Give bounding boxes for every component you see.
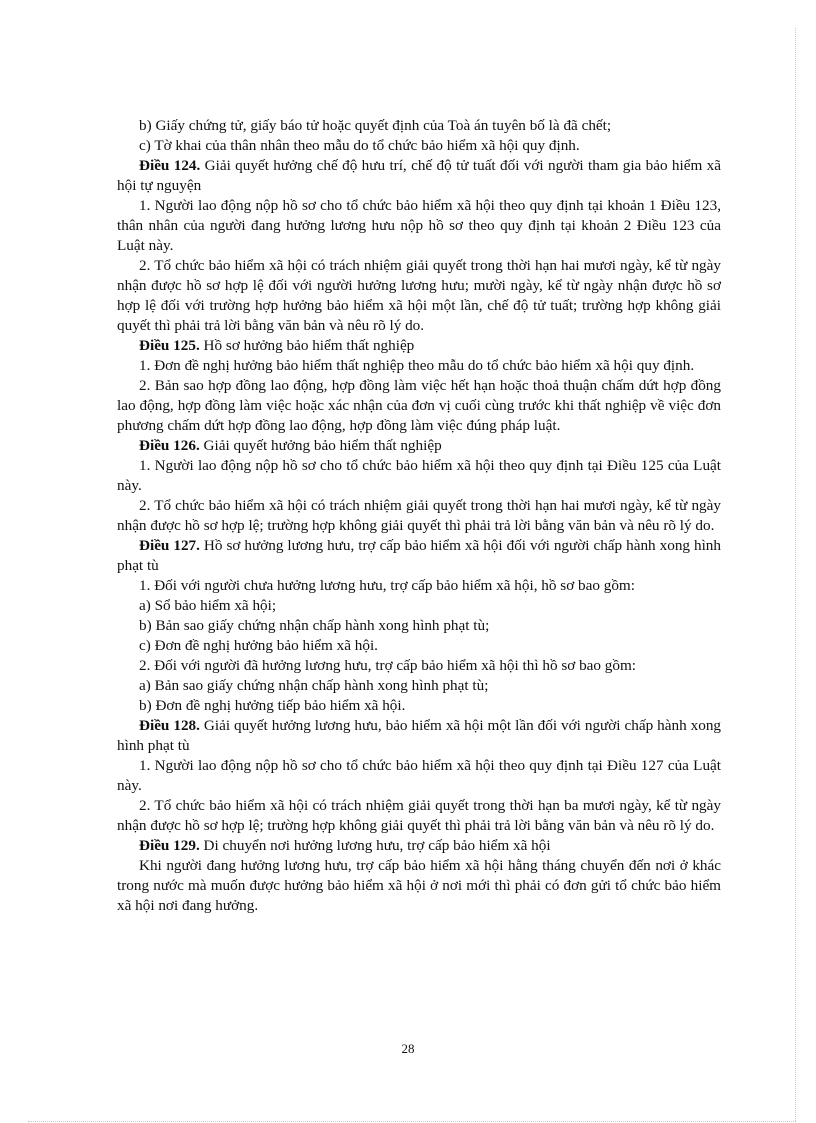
paragraph: 2. Tổ chức bảo hiểm xã hội có trách nhiệm giải quyết trong thời hạn hai mươi ngày, kể từ ngày nhận được hồ sơ hợp lệ; trường hợp không giải quyết thì phải trả lời bằng văn bản và nêu rõ lý do. — [117, 497, 721, 534]
paragraph: 2. Bản sao hợp đồng lao động, hợp đồng làm việc hết hạn hoặc thoả thuận chấm dứt hợp đồng lao động, hợp đồng làm việc hoặc xác nhận của đơn vị cuối cùng trước khi thất nghiệp về việc đơn phương chấm dứt hợp đồng lao động, hợp đồng làm việc đúng pháp luật. — [117, 377, 721, 434]
article-heading: Điều 127. Hồ sơ hưởng lương hưu, trợ cấp bảo hiểm xã hội đối với người chấp hành xong hình phạt tù — [117, 537, 721, 574]
paragraph: 2. Tổ chức bảo hiểm xã hội có trách nhiệm giải quyết trong thời hạn hai mươi ngày, kể từ ngày nhận được hồ sơ hợp lệ đối với người hưởng lương hưu; mười ngày, kể từ ngày nhận được hồ sơ hợp lệ đối với trường hợp hưởng bảo hiểm xã hội một lần, chế độ tử tuất; trường hợp không giải quyết thì phải trả lời bằng văn bản và nêu rõ lý do. — [117, 257, 721, 334]
paragraph: a) Bản sao giấy chứng nhận chấp hành xong hình phạt tù; — [139, 677, 489, 694]
page-number: 28 — [401, 1041, 415, 1056]
paragraph: b) Bản sao giấy chứng nhận chấp hành xong hình phạt tù; — [139, 617, 490, 634]
paragraph: Khi người đang hưởng lương hưu, trợ cấp bảo hiểm xã hội hằng tháng chuyển đến nơi ở khác trong nước mà muốn được hưởng bảo hiểm xã hội ở nơi mới thì phải có đơn gửi tổ chức bảo hiểm xã hội nơi đang hưởng. — [117, 857, 721, 914]
paragraph: 2. Tổ chức bảo hiểm xã hội có trách nhiệm giải quyết trong thời hạn ba mươi ngày, kể từ ngày nhận được hồ sơ hợp lệ; trường hợp không giải quyết thì phải trả lời bằng văn bản và nêu rõ lý do. — [117, 797, 721, 834]
paragraph: 2. Đối với người đã hưởng lương hưu, trợ cấp bảo hiểm xã hội thì hồ sơ bao gồm: — [139, 657, 637, 674]
paragraph: 1. Người lao động nộp hồ sơ cho tổ chức bảo hiểm xã hội theo quy định tại Điều 127 của Luật này. — [117, 757, 721, 794]
article-heading: Điều 126. Giải quyết hưởng bảo hiểm thất nghiệp — [139, 437, 442, 454]
paragraph: 1. Người lao động nộp hồ sơ cho tổ chức bảo hiểm xã hội theo quy định tại khoản 1 Điều 123, thân nhân của người đang hưởng lương hưu nộp hồ sơ theo quy định tại khoản 2 Điều 123 của Luật này. — [117, 197, 721, 254]
article-heading: Điều 128. Giải quyết hưởng lương hưu, bảo hiểm xã hội một lần đối với người chấp hành xong hình phạt tù — [117, 717, 722, 754]
paragraph: a) Sổ bảo hiểm xã hội; — [139, 597, 277, 614]
page-frame-right — [795, 28, 796, 1121]
paragraph: c) Tờ khai của thân nhân theo mẫu do tổ chức bảo hiểm xã hội quy định. — [139, 137, 580, 154]
document-body — [117, 116, 721, 916]
paragraph: 1. Đơn đề nghị hưởng bảo hiểm thất nghiệp theo mẫu do tổ chức bảo hiểm xã hội quy định. — [139, 357, 695, 374]
page-frame-bottom — [28, 1121, 796, 1122]
paragraph: 1. Đối với người chưa hưởng lương hưu, trợ cấp bảo hiểm xã hội, hồ sơ bao gồm: — [139, 577, 635, 594]
article-heading: Điều 124. Giải quyết hưởng chế độ hưu trí, chế độ tử tuất đối với người tham gia bảo hiểm xã hội tự nguyện — [117, 157, 721, 194]
paragraph: b) Đơn đề nghị hưởng tiếp bảo hiểm xã hội. — [139, 697, 406, 714]
paragraph: b) Giấy chứng tử, giấy báo tử hoặc quyết định của Toà án tuyên bố là đã chết; — [139, 117, 612, 134]
article-heading: Điều 129. Di chuyển nơi hưởng lương hưu, trợ cấp bảo hiểm xã hội — [139, 837, 551, 854]
paragraph: c) Đơn đề nghị hưởng bảo hiểm xã hội. — [139, 637, 378, 654]
paragraph: 1. Người lao động nộp hồ sơ cho tổ chức bảo hiểm xã hội theo quy định tại Điều 125 của Luật này. — [117, 457, 721, 494]
article-heading: Điều 125. Hồ sơ hưởng bảo hiểm thất nghiệp — [139, 337, 415, 354]
